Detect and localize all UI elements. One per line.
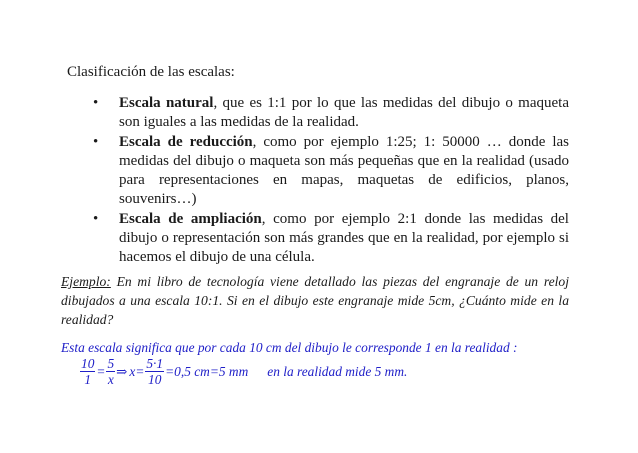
fraction-scale — [80, 356, 95, 387]
fraction-denominator: 10 — [148, 372, 162, 387]
bullet-icon: • — [93, 133, 99, 150]
scale-types-list — [93, 94, 569, 268]
x-equals: x= — [129, 363, 145, 379]
description-reduction-scale: , como por ejemplo 1:25; 1: 50000 … donde las medidas del dibujo o maqueta son más pequeñas que en la realidad (usado para representaciones en mapas, maquetas de edificios, planos, souvenirs…) — [119, 133, 569, 208]
term-natural-scale: Escala natural — [119, 95, 214, 111]
fraction-numerator: 5·1 — [146, 356, 164, 371]
answer-conclusion: en la realidad mide 5 mm. — [267, 363, 408, 379]
answer-line: Esta escala significa que por cada 10 cm del dibujo le corresponde 1 en la realidad : — [61, 340, 518, 355]
implies-symbol: ⇒ — [116, 363, 128, 379]
example-paragraph — [61, 272, 569, 329]
section-heading: Clasificación de las escalas: — [67, 64, 235, 80]
formula-result: =0,5 cm=5 mm — [165, 363, 249, 379]
list-item-reduction-scale — [93, 133, 569, 210]
fraction-measure — [106, 356, 115, 387]
term-reduction-scale: Escala de reducción — [119, 133, 253, 150]
example-text: En mi libro de tecnología viene detallado las piezas del engranaje de un reloj dibujados a una escala 10:1. Si en el dibujo este engranaje mide 5cm, ¿Cuánto mide en la realidad? — [61, 274, 569, 327]
fraction-solution — [145, 356, 164, 387]
bullet-icon: • — [93, 210, 99, 227]
description-natural-scale: , que es 1:1 por lo que las medidas del dibujo o maqueta son iguales a las medidas de la realidad. — [119, 95, 569, 131]
example-label: Ejemplo: — [61, 274, 111, 289]
fraction-numerator: 10 — [81, 356, 95, 371]
scale-formula — [80, 356, 407, 392]
fraction-denominator: x — [107, 372, 114, 387]
list-item-natural-scale — [93, 94, 569, 133]
fraction-denominator: 1 — [84, 372, 92, 387]
fraction-numerator: 5 — [107, 356, 115, 371]
list-item-enlargement-scale — [93, 210, 569, 268]
bullet-icon: • — [93, 95, 99, 111]
description-enlargement-scale: , como por ejemplo 2:1 donde las medidas del dibujo o representación son más grandes que en la realidad, por ejemplo si hacemos el dibujo de una célula. — [119, 210, 569, 266]
term-enlargement-scale: Escala de ampliación — [119, 210, 262, 227]
equals-sign: = — [96, 363, 106, 379]
